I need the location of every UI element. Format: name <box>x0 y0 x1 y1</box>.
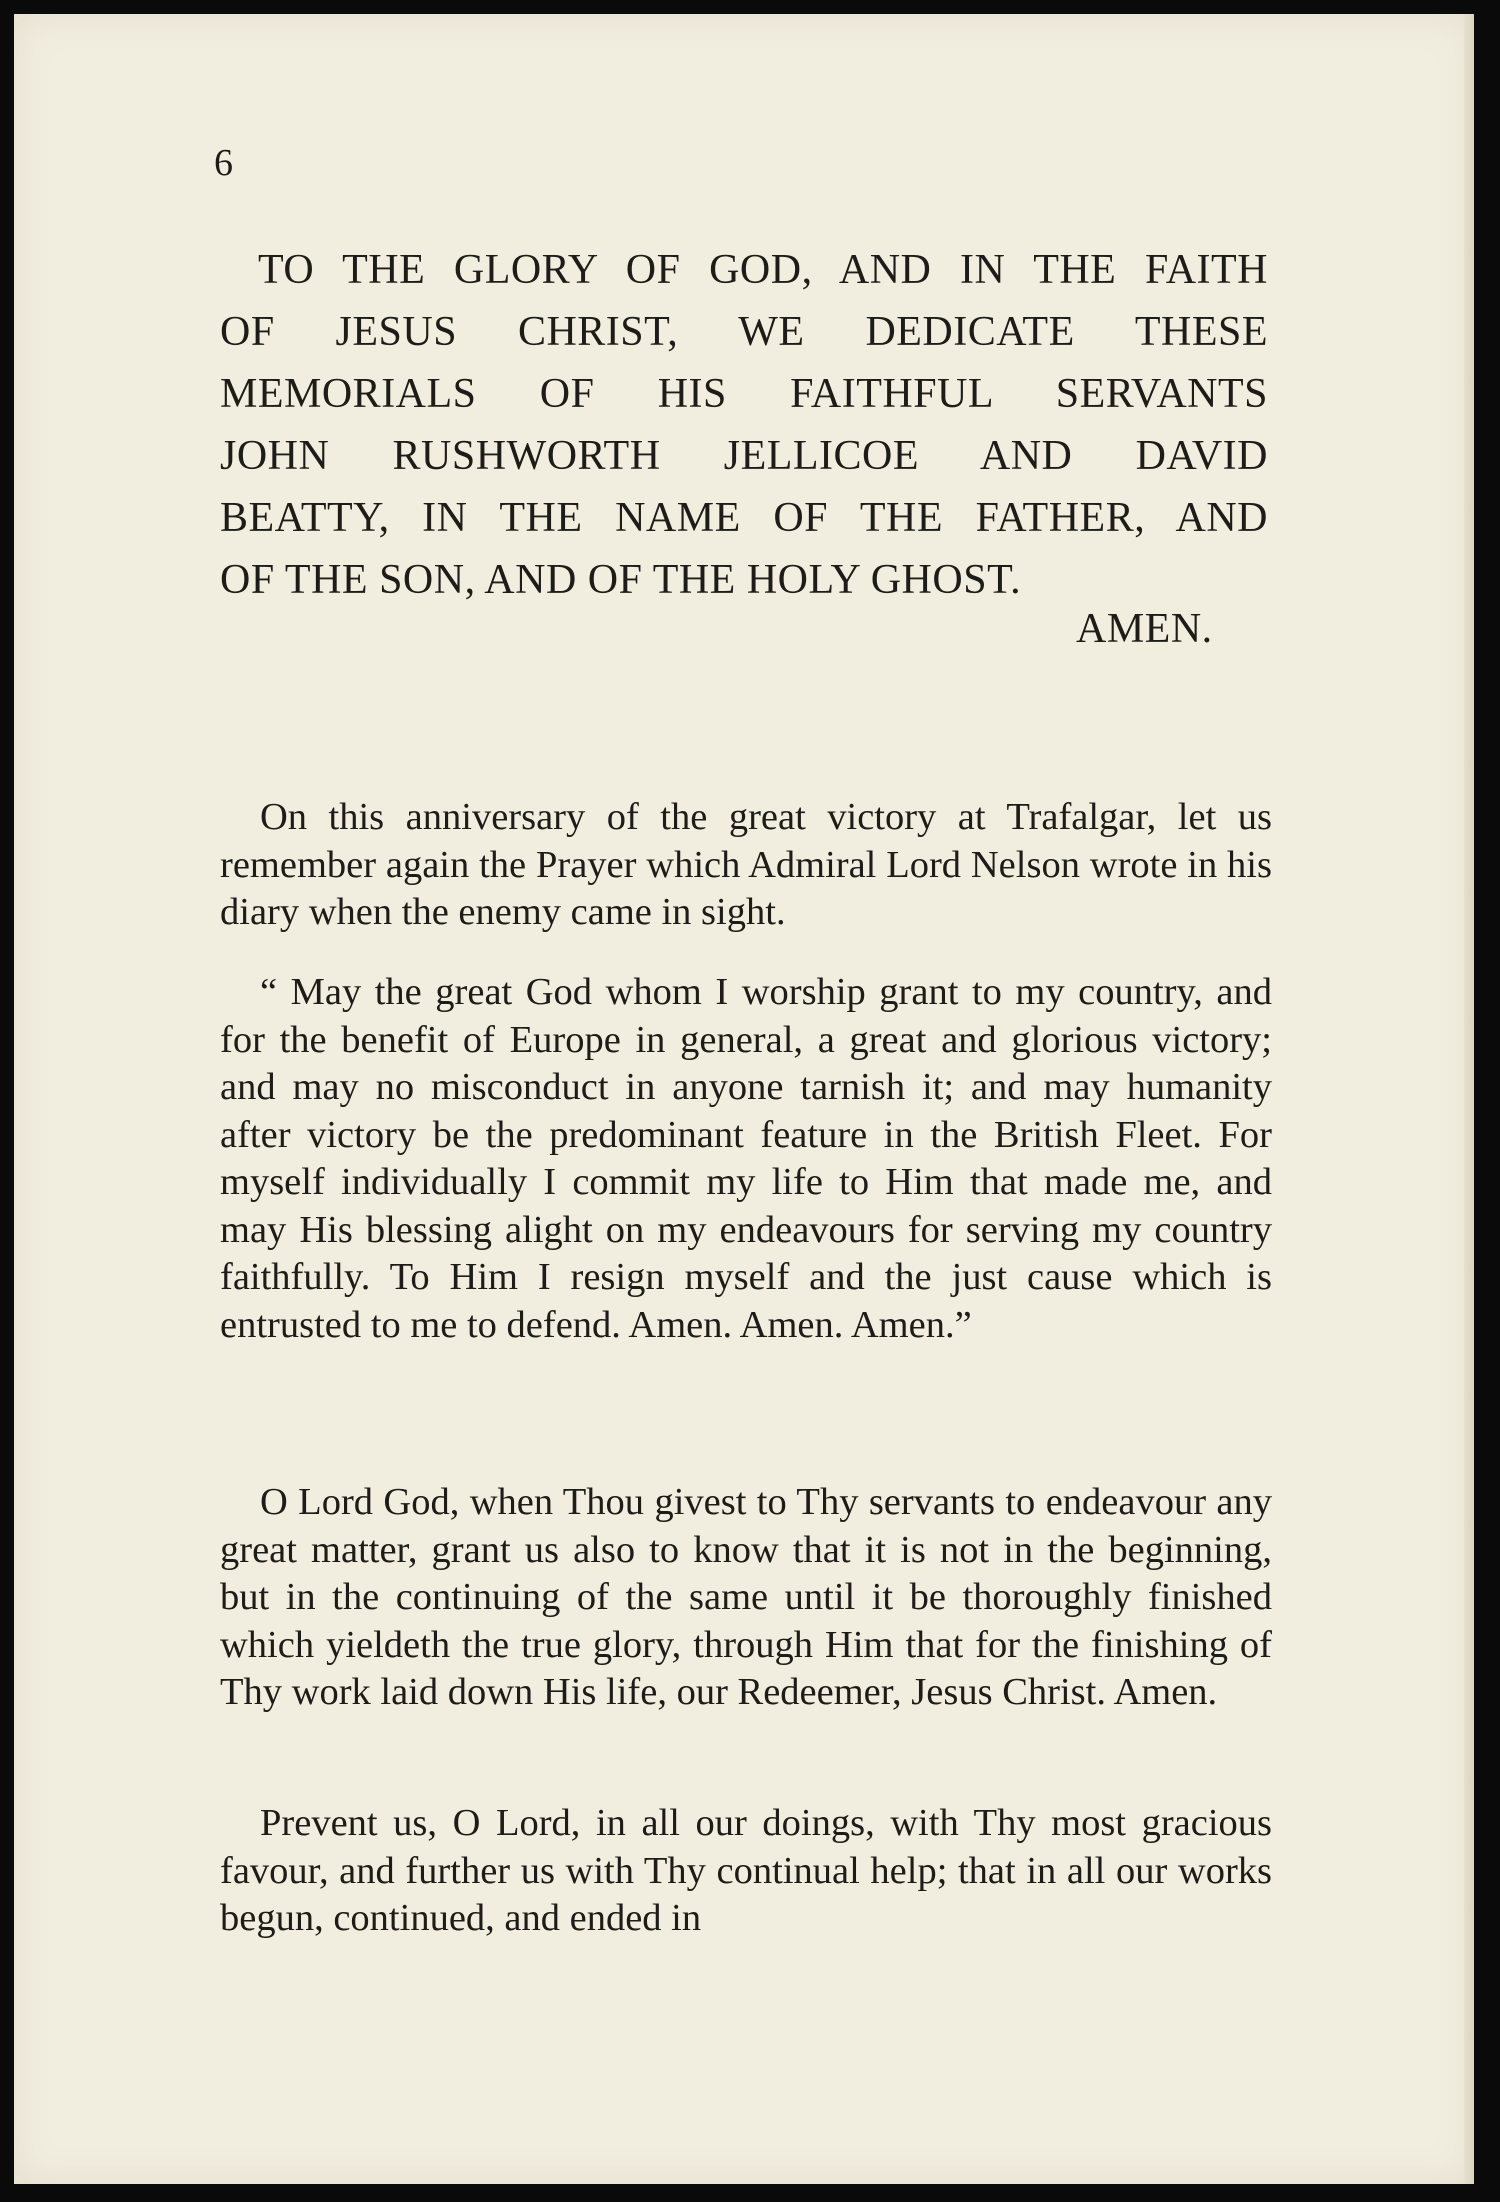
dedication-line: MEMORIALS OF HIS FAITHFUL SERVANTS <box>220 371 1268 417</box>
document-page <box>14 14 1474 2184</box>
trafalgar-paragraph: On this anniversary of the great victory at Trafalgar, let us remember again the Prayer which Admiral Lord Nelson wrote in his diary when the enemy came in sight. <box>220 796 1272 933</box>
dedication-line: JOHN RUSHWORTH JELLICOE AND DAVID <box>220 433 1268 479</box>
page-number: 6 <box>214 142 233 184</box>
dedication-block <box>220 239 1268 611</box>
dedication-amen: AMEN. <box>1076 606 1213 652</box>
prayer-paragraph: Prevent us, O Lord, in all our doings, with Thy most gracious favour, and further us with Thy continual help; that in all our works begun, continued, and ended in <box>220 1802 1272 1939</box>
dedication-line: BEATTY, IN THE NAME OF THE FATHER, AND <box>220 495 1268 541</box>
dedication-line: OF THE SON, AND OF THE HOLY GHOST. <box>220 557 1022 603</box>
prayer-paragraph: O Lord God, when Thou givest to Thy servants to endeavour any great matter, grant us also to know that it is not in the beginning, but in the continuing of the same until it be thoroughly finished which yieldeth the true glory, through Him that for the finishing of Thy work laid down His life, our Redeemer, Jesus Christ. Amen. <box>220 1481 1272 1713</box>
dedication-line: OF JESUS CHRIST, WE DEDICATE THESE <box>220 309 1268 355</box>
dedication-line: TO THE GLORY OF GOD, AND IN THE FAITH <box>258 247 1268 293</box>
nelson-prayer-paragraph: “ May the great God whom I worship grant to my country, and for the benefit of Europe in general, a great and glorious victory; and may no misconduct in anyone tarnish it; and may humanity after victory be the predominant feature in the British Fleet. For myself individually I commit my life to Him that made me, and may His blessing alight on my endeavours for serving my country faithfully. To Him I resign myself and the just cause which is entrusted to me to defend. Amen. Amen. Amen.” <box>220 971 1272 1346</box>
page-edge <box>1464 14 1474 2184</box>
